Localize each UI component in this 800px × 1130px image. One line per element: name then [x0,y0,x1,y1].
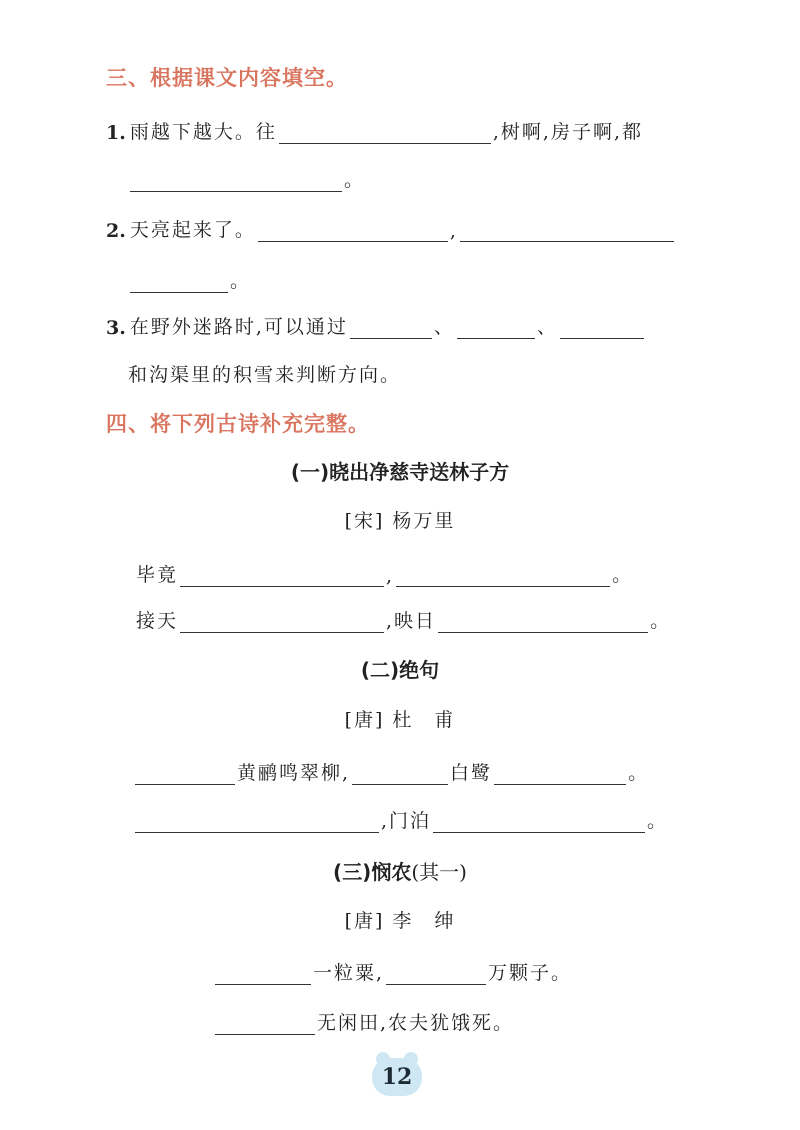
poem-1-title: (一)晓出净慈寺送林子方 [290,460,510,484]
question-3-sep-2: 、 [536,316,558,338]
poem-1-line-1-pre: 毕竟 [136,564,179,586]
poem-2-blank-2[interactable] [352,764,448,785]
poem-1-blank-2[interactable] [396,566,610,587]
poem-3-author: [唐] 李 绅 [344,910,456,932]
poem-1-blank-1[interactable] [180,566,384,587]
question-3-blank-2[interactable] [457,318,535,339]
poem-3-blank-2[interactable] [386,964,486,985]
poem-2-author: [唐] 杜 甫 [344,709,456,731]
poem-2-title: (二)绝句 [360,658,440,682]
poem-1-line-2-mid: ,映日 [386,610,437,632]
question-2-line-1 [106,215,676,242]
question-1-line-1 [106,117,643,144]
poem-3-line-2 [213,1008,514,1035]
question-2-blank-3[interactable] [130,272,228,293]
poem-2-blank-1[interactable] [135,764,235,785]
question-3-line-2: 和沟渠里的积雪来判断方向。 [128,364,402,386]
question-2-text-pre: 天亮起来了。 [129,219,256,241]
question-3-blank-1[interactable] [350,318,432,339]
poem-3-line-2-a: 无闲田,农夫犹饿死。 [317,1012,515,1034]
poem-3-line-1-b: 万颗子。 [488,962,573,984]
poem-1-line-2-end: 。 [650,610,672,632]
section-4-title: 四、将下列古诗补充完整。 [106,412,370,436]
question-1-end: 。 [344,169,366,191]
question-2-line-2 [128,266,251,293]
poem-2-line-2-end: 。 [647,810,669,832]
question-1-line-2 [128,165,365,192]
question-3-blank-3[interactable] [560,318,644,339]
question-3-line-1 [106,312,646,339]
poem-1-line-1 [136,560,633,587]
poem-1-blank-3[interactable] [180,612,384,633]
poem-1-line-2-pre: 接天 [136,610,179,632]
question-3-sep-1: 、 [433,316,455,338]
question-3-text-pre: 在野外迷路时,可以通过 [129,316,348,338]
poem-1-blank-4[interactable] [438,612,648,633]
poem-2-line-2 [133,806,668,833]
question-3-number: 3. [106,317,126,339]
poem-3-blank-1[interactable] [215,964,311,985]
poem-2-blank-4[interactable] [135,812,379,833]
poem-1-author: [宋] 杨万里 [344,510,456,532]
question-2-comma: , [449,220,458,242]
poem-1-line-1-comma: , [386,565,395,587]
question-2-number: 2. [106,220,126,242]
question-2-end: 。 [230,270,252,292]
poem-2-line-2-mid: ,门泊 [381,810,432,832]
poem-3-blank-3[interactable] [215,1014,315,1035]
poem-3-line-1-a: 一粒粟, [313,962,385,984]
poem-2-line-1-b: 白鹭 [450,762,493,784]
question-2-blank-2[interactable] [460,221,674,242]
section-3-title: 三、根据课文内容填空。 [106,66,348,90]
poem-2-line-1-end: 。 [628,762,650,784]
poem-3-title [0,856,800,885]
poem-2-line-1-a: 黄鹂鸣翠柳, [237,762,351,784]
question-1-number: 1. [106,122,126,144]
page-number: 12 [381,1064,413,1090]
question-1-text-pre: 雨越下越大。往 [129,121,277,143]
poem-3-line-1 [213,958,572,985]
poem-2-blank-3[interactable] [494,764,626,785]
question-2-blank-1[interactable] [258,221,448,242]
poem-3-title-main: (三)悯农 [333,860,412,884]
poem-2-line-1 [133,758,649,785]
poem-2-blank-5[interactable] [433,812,645,833]
poem-1-line-1-end: 。 [612,564,634,586]
question-1-blank-1[interactable] [279,123,491,144]
poem-1-line-2 [136,606,671,633]
poem-3-title-sub: (其一) [411,860,467,884]
question-1-text-mid: ,树啊,房子啊,都 [492,121,643,143]
page-number-badge [372,1058,422,1096]
question-1-blank-2[interactable] [130,171,342,192]
